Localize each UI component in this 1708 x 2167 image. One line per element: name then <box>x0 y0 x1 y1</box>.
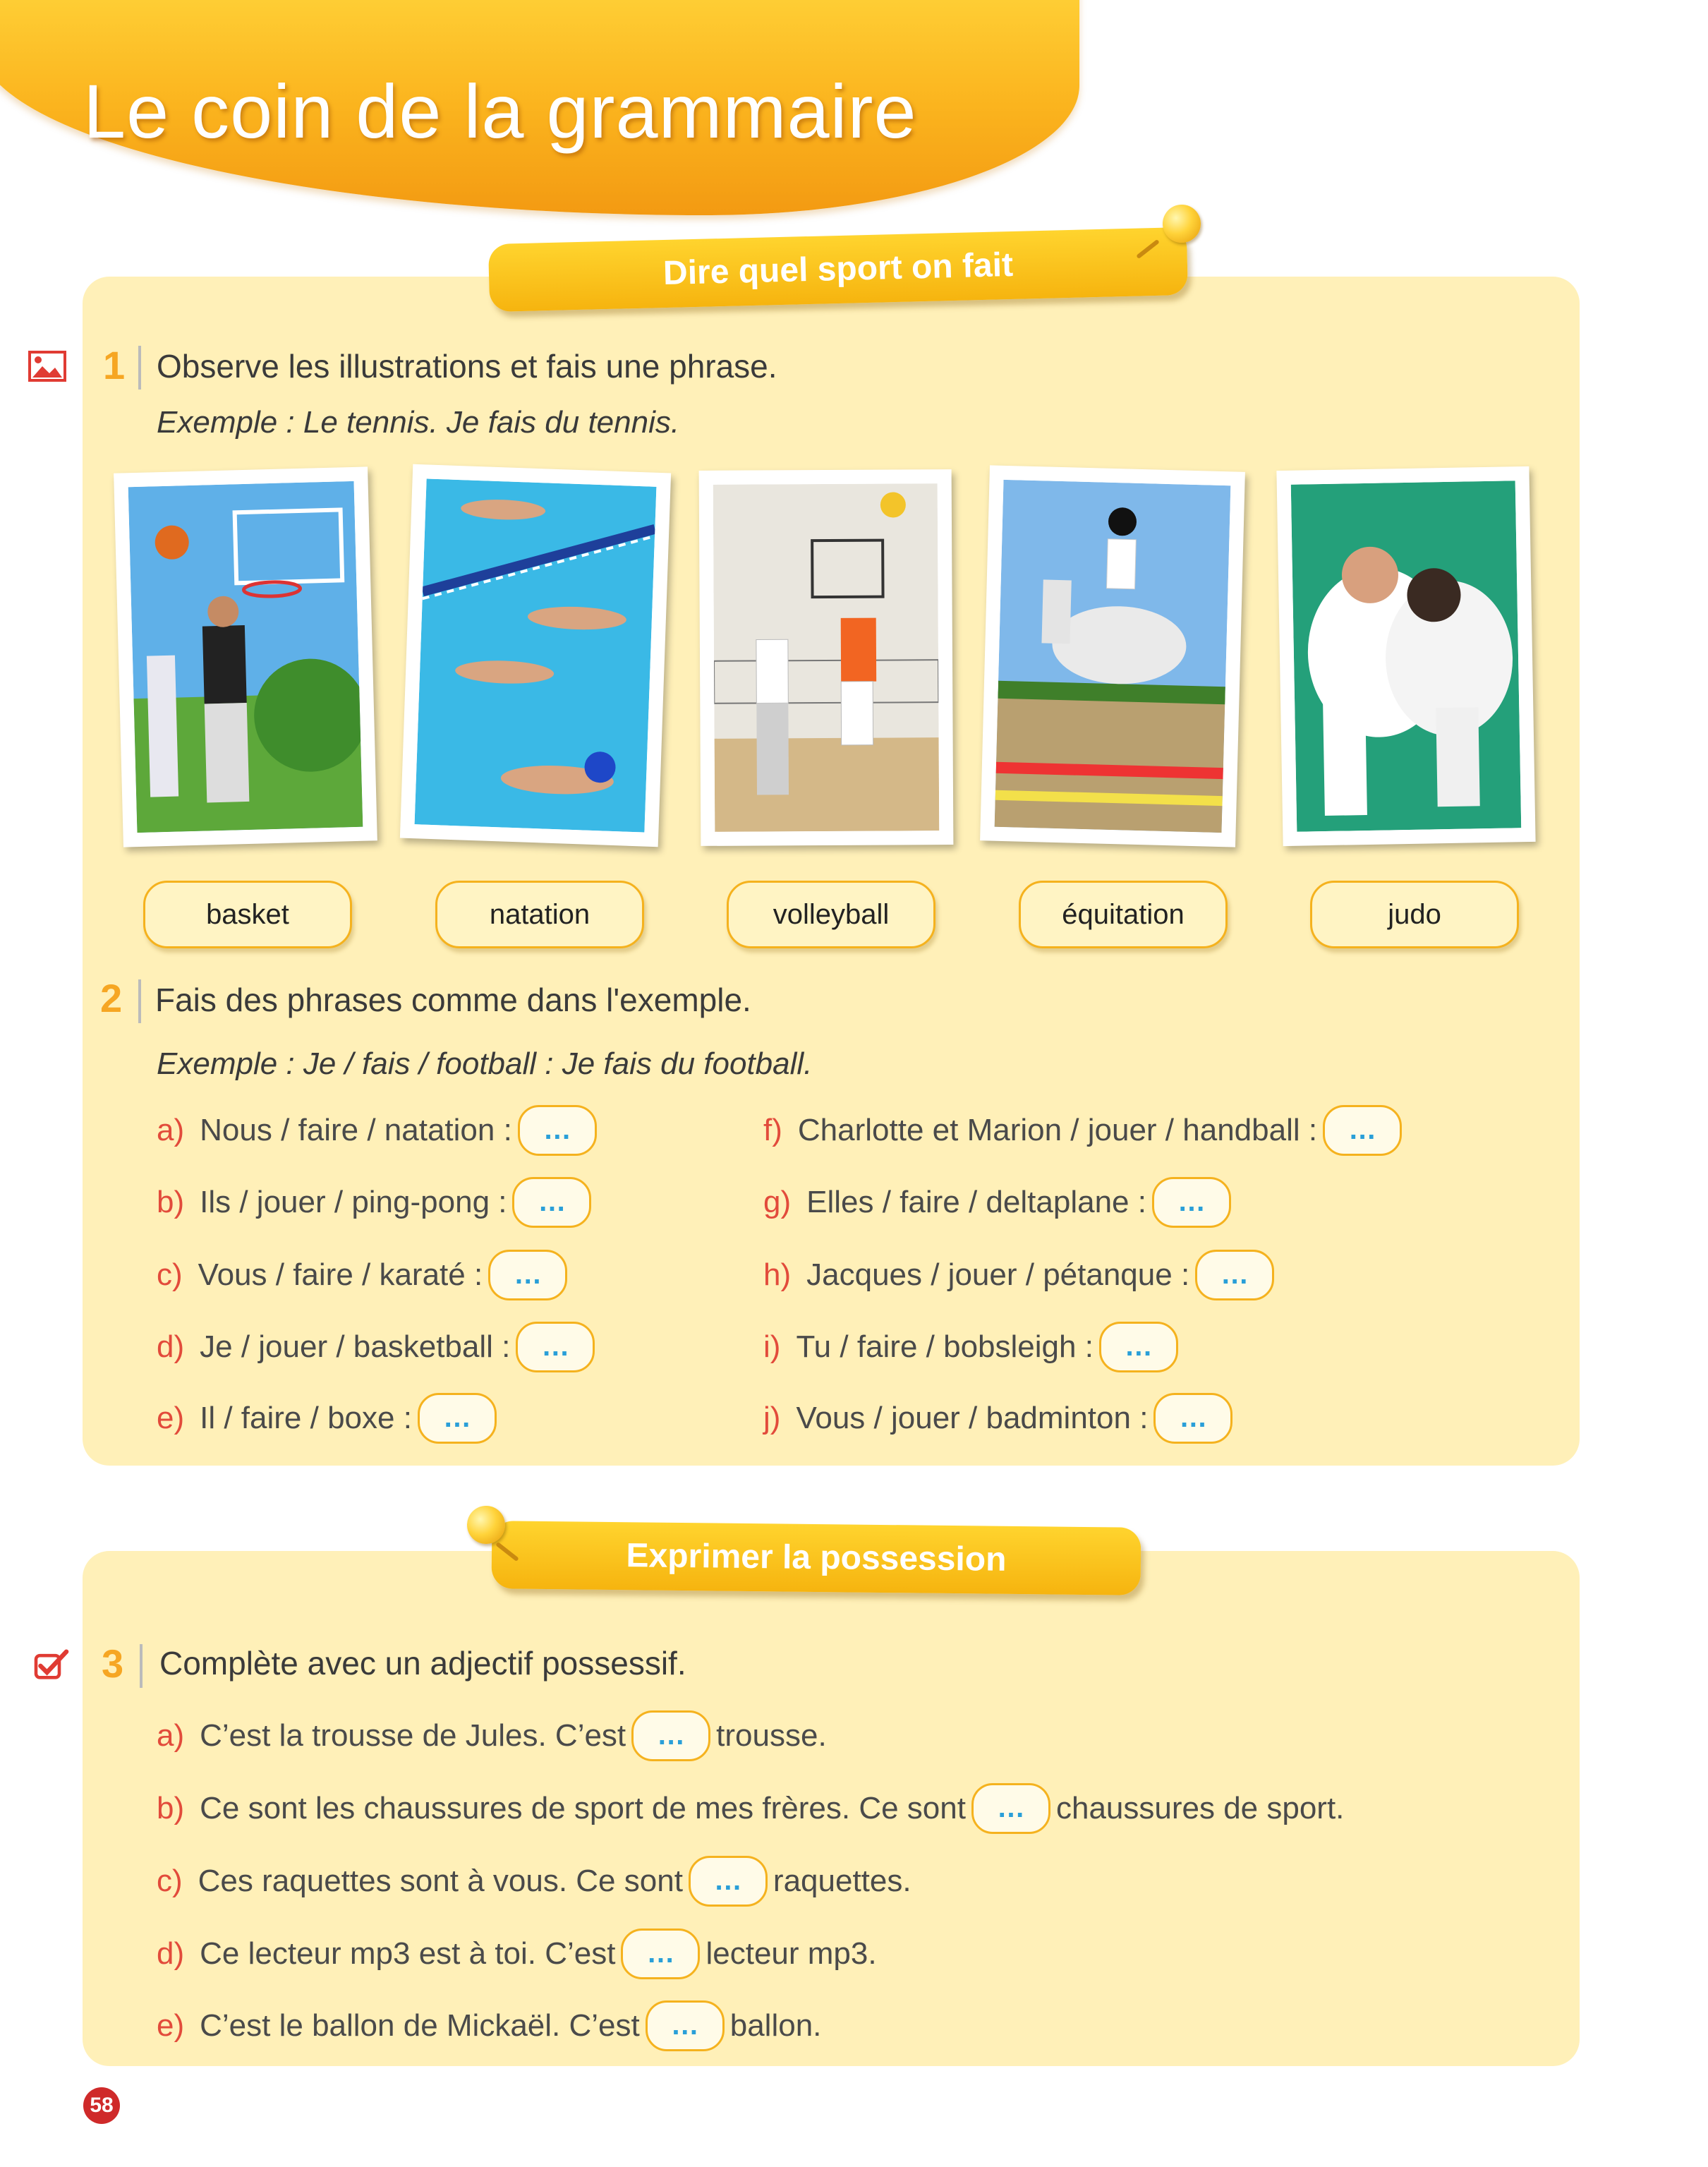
exercise2-item-i <box>763 1319 1184 1375</box>
item-letter: d) <box>157 1936 185 1971</box>
item-letter: g) <box>763 1185 792 1219</box>
answer-blank[interactable]: … <box>971 1783 1050 1834</box>
answer-blank[interactable]: … <box>518 1105 597 1156</box>
exercise2-item-b <box>157 1174 597 1231</box>
item-prompt: Nous / faire / natation : <box>200 1113 512 1147</box>
answer-blank[interactable]: … <box>516 1322 595 1372</box>
swimming-photo-illustration <box>415 478 657 832</box>
answer-blank[interactable]: … <box>1153 1393 1232 1444</box>
item-letter: d) <box>157 1329 185 1364</box>
pushpin-icon <box>467 1506 505 1544</box>
judo-photo-illustration <box>1291 481 1522 831</box>
exercise2-item-f <box>763 1102 1407 1159</box>
item-letter: e) <box>157 1401 185 1435</box>
exercise3-item-e <box>157 1998 821 2054</box>
exercise3-item-a <box>157 1708 827 1764</box>
item-letter: c) <box>157 1257 183 1292</box>
item-prompt: Jacques / jouer / pétanque : <box>806 1257 1190 1292</box>
checkbox-icon <box>32 1649 71 1680</box>
exercise2-item-e <box>157 1390 502 1447</box>
photo-basket <box>114 466 377 847</box>
exercise2-item-h <box>763 1247 1280 1303</box>
section-title-possession: Exprimer la possession <box>492 1521 1141 1595</box>
photo-volleyball <box>699 469 954 846</box>
pushpin-icon <box>1163 205 1201 243</box>
volleyball-photo-illustration <box>713 483 940 832</box>
exercise3-item-c <box>157 1853 911 1909</box>
item-letter: e) <box>157 2008 185 2043</box>
item-after: lecteur mp3. <box>705 1936 877 1971</box>
exercise-instruction-3: Complète avec un adjectif possessif. <box>159 1645 686 1682</box>
item-before: C’est la trousse de Jules. C’est <box>200 1718 626 1753</box>
item-letter: f) <box>763 1113 782 1147</box>
item-prompt: Je / jouer / basketball : <box>200 1329 511 1364</box>
photo-judo <box>1276 466 1535 846</box>
page-number: 58 <box>83 2087 120 2124</box>
page-title: Le coin de la grammaire <box>83 68 917 154</box>
section-title-sport: Dire quel sport on fait <box>488 227 1188 312</box>
item-prompt: Il / faire / boxe : <box>200 1401 412 1435</box>
item-after: chaussures de sport. <box>1055 1791 1345 1825</box>
item-letter: b) <box>157 1185 185 1219</box>
item-after: raquettes. <box>773 1864 911 1898</box>
answer-blank[interactable]: … <box>1323 1105 1402 1156</box>
label-equitation: équitation <box>1019 881 1228 948</box>
exercise-divider-3 <box>140 1644 143 1688</box>
exercise3-item-b <box>157 1780 1344 1837</box>
item-before: Ce sont les chaussures de sport de mes frères. Ce sont <box>200 1791 966 1825</box>
exercise-number-1: 1 <box>103 343 126 387</box>
photo-equitation <box>980 465 1245 847</box>
answer-blank[interactable]: … <box>1099 1322 1178 1372</box>
item-prompt: Vous / jouer / badminton : <box>796 1401 1149 1435</box>
item-prompt: Vous / faire / karaté : <box>198 1257 483 1292</box>
exercise-instruction-2: Fais des phrases comme dans l'exemple. <box>155 982 751 1018</box>
horse-riding-photo-illustration <box>995 480 1231 833</box>
answer-blank[interactable]: … <box>1152 1177 1231 1228</box>
item-after: ballon. <box>729 2008 822 2043</box>
exercise-number-3: 3 <box>102 1641 124 1686</box>
label-natation: natation <box>435 881 644 948</box>
exercise2-item-a <box>157 1102 602 1159</box>
exercise2-item-d <box>157 1319 600 1375</box>
item-prompt: Elles / faire / deltaplane : <box>806 1185 1146 1219</box>
exercise-divider-1 <box>138 346 141 390</box>
item-letter: h) <box>763 1257 792 1292</box>
item-prompt: Tu / faire / bobsleigh : <box>796 1329 1094 1364</box>
exercise-example-1: Exemple : Le tennis. Je fais du tennis. <box>157 405 680 440</box>
item-letter: b) <box>157 1791 185 1825</box>
label-basket: basket <box>143 881 352 948</box>
answer-blank[interactable]: … <box>488 1250 567 1300</box>
answer-blank[interactable]: … <box>418 1393 497 1444</box>
image-icon <box>28 351 66 382</box>
item-letter: j) <box>763 1401 781 1435</box>
answer-blank[interactable]: … <box>646 2000 725 2051</box>
item-letter: a) <box>157 1718 185 1753</box>
item-letter: a) <box>157 1113 185 1147</box>
item-letter: c) <box>157 1864 183 1898</box>
answer-blank[interactable]: … <box>621 1928 700 1979</box>
exercise2-item-g <box>763 1174 1237 1231</box>
answer-blank[interactable]: … <box>512 1177 591 1228</box>
exercise2-item-c <box>157 1247 573 1303</box>
exercise2-item-j <box>763 1390 1238 1447</box>
exercise3-item-d <box>157 1926 877 1982</box>
basketball-photo-illustration <box>128 481 363 833</box>
item-after: trousse. <box>716 1718 827 1753</box>
item-prompt: Charlotte et Marion / jouer / handball : <box>797 1113 1318 1147</box>
item-letter: i) <box>763 1329 781 1364</box>
exercise-divider-2 <box>138 979 141 1023</box>
item-before: Ces raquettes sont à vous. Ce sont <box>198 1864 683 1898</box>
item-prompt: Ils / jouer / ping-pong : <box>200 1185 507 1219</box>
item-before: Ce lecteur mp3 est à toi. C’est <box>200 1936 616 1971</box>
answer-blank[interactable]: … <box>631 1710 710 1761</box>
label-judo: judo <box>1310 881 1519 948</box>
answer-blank[interactable]: … <box>689 1856 768 1907</box>
exercise-example-2: Exemple : Je / fais / football : Je fais du football. <box>157 1046 813 1081</box>
item-before: C’est le ballon de Mickaël. C’est <box>200 2008 640 2043</box>
answer-blank[interactable]: … <box>1195 1250 1274 1300</box>
photo-natation <box>400 464 671 847</box>
exercise-number-2: 2 <box>100 976 123 1020</box>
label-volleyball: volleyball <box>727 881 935 948</box>
exercise-instruction-1: Observe les illustrations et fais une phrase. <box>157 348 777 385</box>
